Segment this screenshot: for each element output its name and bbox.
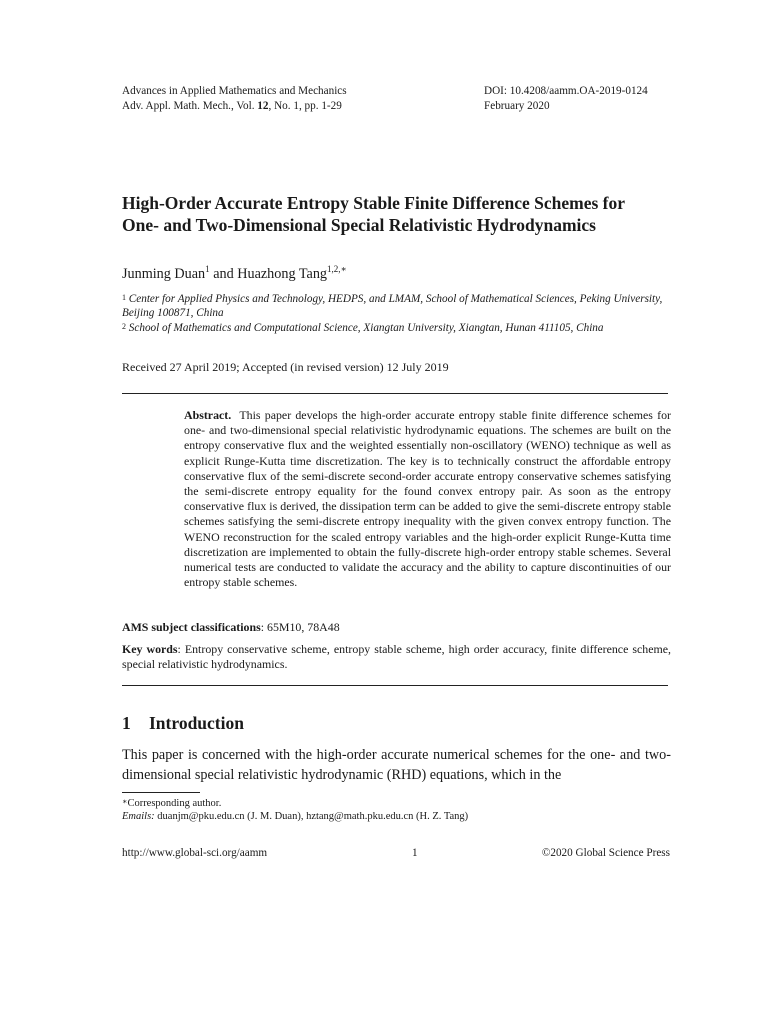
abstract-text: This paper develops the high-order accurate entropy stable finite difference schemes for one- and two-dimensional special relativistic hydrodynamic equations. The schemes are built on the entropy conservative flux and the weighted essentially non-oscillatory (WENO) technique as well as explicit Runge-Kutta time discretization. The key is to technically construct the affordable entropy conservative flux of the semi-discrete second-order accurate entropy conservative schemes satisfying the semi-discrete entropy equality for the found convex entropy pair. As soon as the entropy conservative flux is derived, the dissipation term can be added to give the semi-discrete entropy stable schemes satisfying the semi-discrete entropy inequality with the given convex entropy function. The WENO reconstruction for the scaled entropy variables and the high-order explicit Runge-Kutta time discretization are implemented to obtain the fully-discrete high-order entropy stable schemes. Several numerical tests are conducted to validate the accuracy and the ability to capture discontinuities of our entropy stable schemes. [184,408,671,590]
footer-copyright: ©2020 Global Science Press [541,847,670,859]
page-number: 1 [412,847,418,859]
section-number: 1 [122,713,131,733]
divider-top [122,393,668,394]
affiliation-text: Center for Applied Physics and Technology, HEDPS, and LMAM, School of Mathematical Sciences, Peking University, Beijing 100871, China [122,293,663,319]
footnote-text: Corresponding author. [127,798,222,809]
author-name: Junming Duan [122,266,206,282]
keywords [122,642,671,672]
divider-bottom [122,685,668,686]
received-dates: Received 27 April 2019; Accepted (in revised version) 12 July 2019 [122,360,449,374]
ams-label: AMS subject classifications [122,620,261,634]
footer-url[interactable]: http://www.global-sci.org/aamm [122,847,268,859]
ams-text: : 65M10, 78A48 [260,620,340,634]
paper-title: High-Order Accurate Entropy Stable Finite Difference Schemes for One- and Two-Dimensional Special Relativistic Hydrodynamics [122,193,625,235]
section-title: Introduction [149,713,244,733]
keywords-label: Key words [122,642,178,656]
author-affiliation-mark: 1 [205,264,210,274]
keywords-text: : Entropy conservative scheme, entropy stable scheme, high order accuracy, finite difference scheme, special relativistic hydrodynamics. [122,642,671,671]
volume-number: 12 [257,100,269,112]
footnote-mark: ∗ [122,797,128,806]
footnote-emails [122,810,468,824]
affiliation-number: 2 [122,322,126,331]
author-name: Huazhong Tang [237,266,328,282]
running-header-left [122,84,347,114]
intro-paragraph: This paper is concerned with the high-order accurate numerical schemes for the one- and two-dimensional special relativistic hydrodynamic (RHD) equations, which in the [122,747,671,783]
emails-text: duanjm@pku.edu.cn (J. M. Duan), hztang@math.pku.edu.cn (H. Z. Tang) [154,811,469,822]
abstract-label: Abstract. [184,408,232,422]
author-connector: and [209,266,238,282]
publication-date: February 2020 [484,100,550,112]
doi: DOI: 10.4208/aamm.OA-2019-0124 [484,85,648,97]
journal-citation: Adv. Appl. Math. Mech., Vol. 12, No. 1, pp. 1-29 [122,100,342,112]
abstract [184,408,671,590]
affiliation-text: School of Mathematics and Computational Science, Xiangtan University, Xiangtan, Hunan 411105, China [128,322,604,334]
section-heading [122,713,244,734]
author-line [122,266,347,283]
footnote-corresponding [122,797,221,811]
affiliation-1 [122,292,670,320]
author-affiliation-mark: 1,2,∗ [327,264,347,274]
affiliation-number: 1 [122,293,126,302]
running-header-right [484,84,648,114]
journal-name: Advances in Applied Mathematics and Mechanics [122,85,347,97]
ams-classifications [122,620,671,635]
emails-label: Emails: [122,811,155,822]
affiliation-2 [122,321,670,335]
footnote-rule [122,792,200,793]
